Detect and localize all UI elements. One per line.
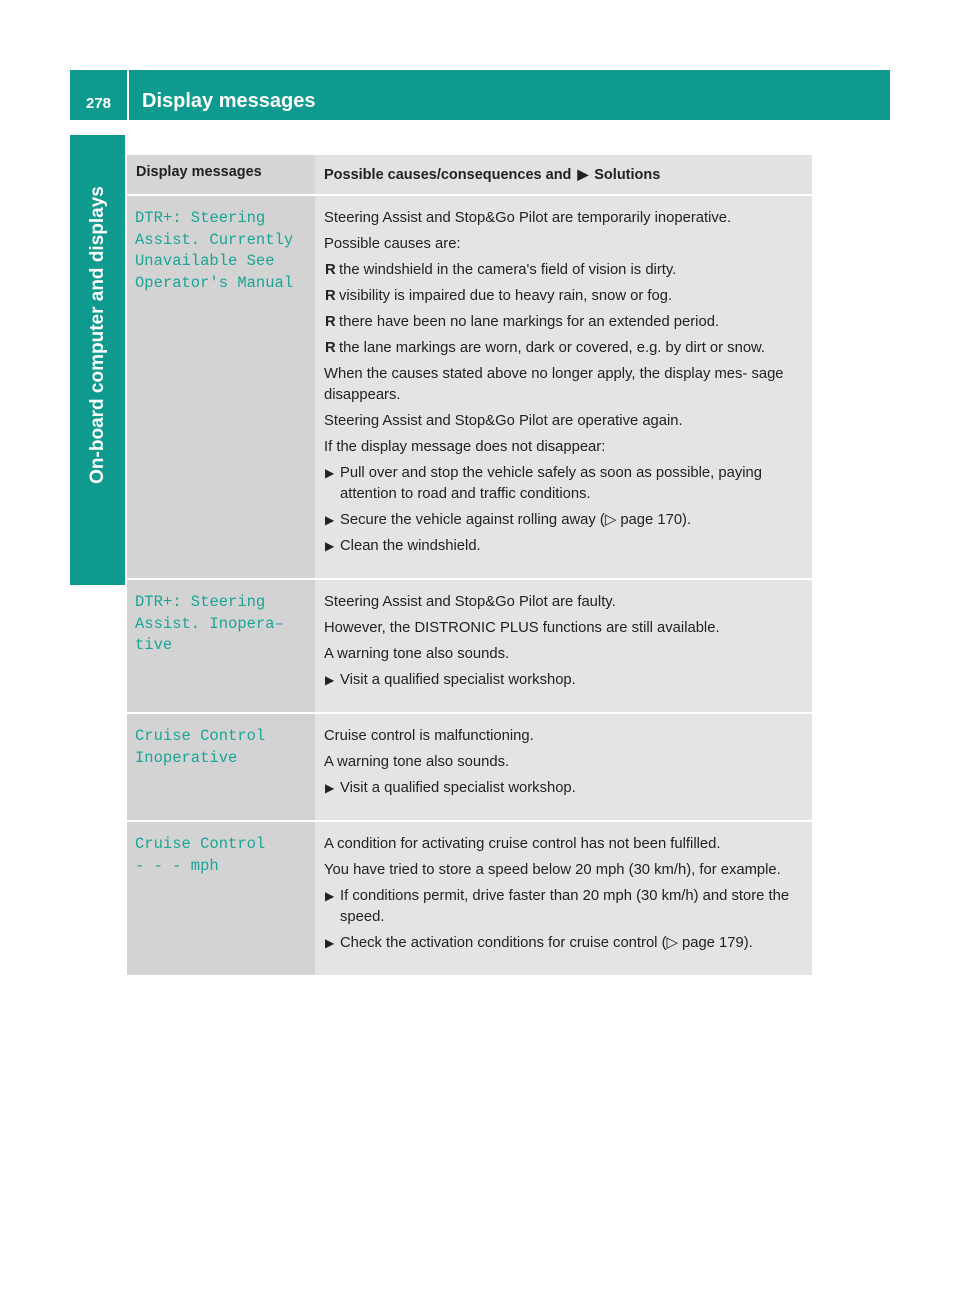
causes-solutions-cell [315,714,812,820]
cause-paragraph: Steering Assist and Stop&Go Pilot are faulty. [324,594,616,610]
page-number: 278 [85,95,112,112]
bullet-icon: R [325,288,336,304]
display-message-text [127,714,315,820]
bullet-icon: R [325,262,336,278]
cause-paragraph: Cruise control is malfunctioning. [324,728,534,744]
causes-solutions-cell [315,580,812,712]
cause-paragraph: Steering Assist and Stop&Go Pilot are operative again. [324,413,683,429]
item-text: the lane markings are worn, dark or covered, e.g. by dirt or snow. [339,340,766,356]
bullet-icon: R [325,340,336,356]
action-arrow-icon: ▶ [325,889,335,903]
column-header-solutions-pre: Possible causes/consequences and [324,167,572,183]
item-text: Pull over and stop the vehicle safely as soon as possible, paying attention to road and traffic conditions. [340,465,762,502]
item-text: visibility is impaired due to heavy rain, snow or fog. [339,288,673,304]
column-header-solutions [315,155,812,194]
bullet-icon: R [325,314,336,330]
cause-paragraph: Steering Assist and Stop&Go Pilot are temporarily inoperative. [324,210,732,226]
display-message-line: Assist. Inopera– [135,614,284,633]
action-arrow-icon: ▶ [577,166,589,182]
action-arrow-icon: ▶ [325,466,335,480]
solution-step [324,778,804,799]
display-message-text [127,196,315,578]
display-messages-table [127,155,812,977]
chapter-title: On-board computer and displays [86,186,108,484]
display-message-line: - - - mph [135,856,219,875]
display-message-text [127,580,315,712]
solution-step [324,536,804,557]
page-title: Display messages [142,90,316,112]
table-row [127,196,812,580]
column-header-solutions-post: Solutions [594,167,661,183]
cause-bullet [324,312,804,333]
cause-paragraph: If the display message does not disappear: [324,439,606,455]
table-row [127,580,812,714]
solution-step [324,463,804,505]
solution-step [324,933,804,954]
item-text: the windshield in the camera's field of vision is dirty. [339,262,677,278]
display-message-line: Assist. Currently [135,230,294,249]
cause-bullet [324,338,804,359]
cause-paragraph: You have tried to store a speed below 20 mph (30 km/h), for example. [324,862,781,878]
causes-solutions-cell [315,822,812,975]
action-arrow-icon: ▶ [325,513,335,527]
solution-step [324,670,804,691]
item-text: If conditions permit, drive faster than 20 mph (30 km/h) and store the speed. [340,888,790,925]
display-message-line: Operator's Manual [135,273,294,292]
item-text: there have been no lane markings for an extended period. [339,314,720,330]
causes-solutions-cell [315,196,812,578]
action-arrow-icon: ▶ [325,936,335,950]
action-arrow-icon: ▶ [325,781,335,795]
cause-paragraph: A warning tone also sounds. [324,646,510,662]
item-text: Check the activation conditions for cruise control (▷ page 179). [340,935,753,951]
display-message-line: tive [135,636,173,654]
action-arrow-icon: ▶ [325,539,335,553]
item-text: Visit a qualified specialist workshop. [340,780,576,796]
cause-bullet [324,260,804,281]
chapter-side-tab [70,135,125,585]
display-message-line: Inoperative [135,748,238,767]
display-message-line: Unavailable See [135,252,275,270]
solution-step [324,510,804,531]
display-message-text [127,822,315,975]
cause-paragraph: A warning tone also sounds. [324,754,510,770]
cause-bullet [324,286,804,307]
cause-paragraph: When the causes stated above no longer apply, the display mes- sage disappears. [324,366,784,403]
display-message-line: DTR+: Steering [135,209,266,227]
display-message-line: DTR+: Steering [135,593,266,611]
display-message-line: Cruise Control [135,835,266,853]
display-message-line: Cruise Control [135,727,266,745]
table-header-row [127,155,812,196]
header-divider [127,70,129,120]
solution-step [324,886,804,928]
column-header-messages: Display messages [127,155,315,194]
table-row [127,714,812,822]
table-row [127,822,812,977]
item-text: Secure the vehicle against rolling away (▷ page 170). [340,512,692,528]
cause-paragraph: A condition for activating cruise control has not been fulfilled. [324,836,721,852]
cause-paragraph: Possible causes are: [324,236,461,252]
page-header [70,70,890,120]
item-text: Visit a qualified specialist workshop. [340,672,576,688]
action-arrow-icon: ▶ [325,673,335,687]
item-text: Clean the windshield. [340,538,481,554]
cause-paragraph: However, the DISTRONIC PLUS functions are still available. [324,620,720,636]
